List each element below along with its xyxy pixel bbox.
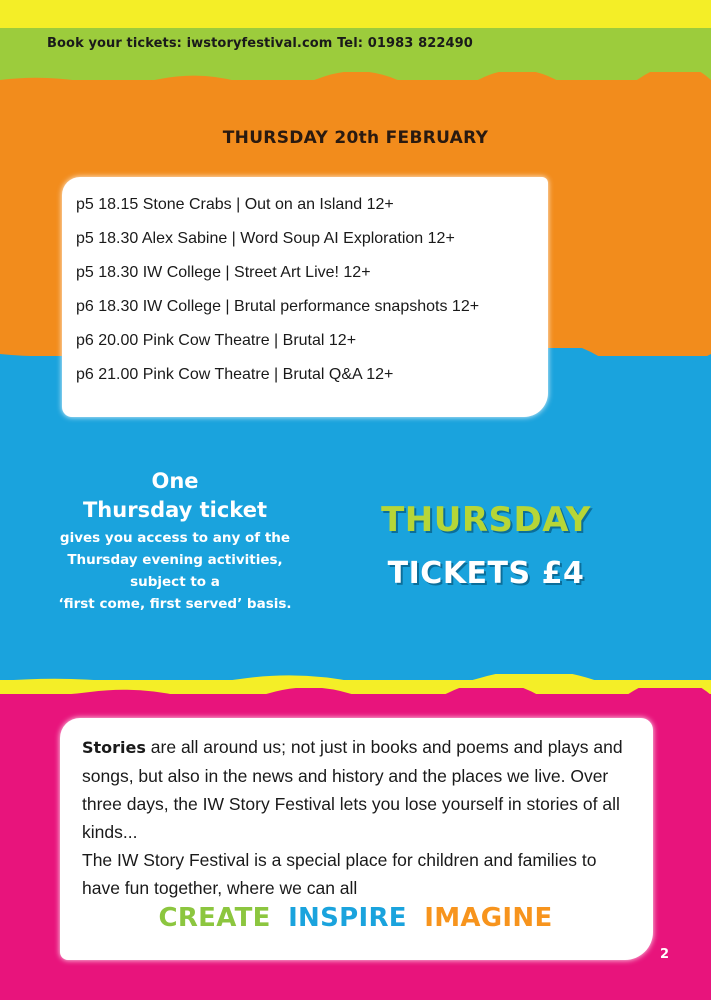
promo-line-one: One [151, 469, 199, 493]
schedule-item: p6 21.00 Pink Cow Theatre | Brutal Q&A 12+ [76, 366, 394, 383]
intro-paragraph-2: The IW Story Festival is a special place for children and families to have fun together, where we can all [82, 850, 597, 898]
schedule-item: p5 18.30 Alex Sabine | Word Soup AI Exploration 12+ [76, 230, 455, 247]
intro-paragraph-1-text: are all around us; not just in books and poems and plays and songs, but also in the news and history and the places we live. Over three days, the IW Story Festival lets you lose yourself in stories of all kinds... [82, 737, 623, 842]
promo-desc-line: ‘first come, first served’ basis. [58, 596, 292, 612]
booking-info: Book your tickets: iwstoryfestival.com Tel: 01983 822490 [47, 36, 473, 51]
schedule-item: p5 18.15 Stone Crabs | Out on an Island 12+ [76, 196, 394, 213]
schedule-item: p5 18.30 IW College | Street Art Live! 12+ [76, 264, 371, 281]
promo-desc-line: subject to a [130, 574, 220, 590]
promo-line-ticket: Thursday ticket [82, 498, 267, 522]
green-orange-edge [0, 72, 711, 88]
festival-motto [0, 903, 711, 933]
promo-description [30, 527, 320, 615]
promo-desc-line: gives you access to any of the [59, 530, 291, 546]
motto-imagine: IMAGINE [424, 903, 553, 933]
schedule-list [76, 193, 546, 397]
motto-inspire: INSPIRE [288, 903, 407, 933]
schedule-item: p6 18.30 IW College | Brutal performance snapshots 12+ [76, 298, 480, 315]
schedule-item: p6 20.00 Pink Cow Theatre | Brutal 12+ [76, 332, 357, 349]
motto-create: CREATE [158, 903, 271, 933]
thursday-heading: THURSDAY [381, 500, 591, 540]
tickets-price: TICKETS £4 [387, 556, 585, 591]
ticket-promo [30, 467, 320, 615]
intro-lead-word: Stories [82, 738, 146, 757]
intro-text [82, 733, 638, 902]
blue-yellow-edge [0, 674, 711, 688]
yellow-top-band [0, 0, 711, 30]
page-number: 2 [660, 947, 670, 962]
day-title: THURSDAY 20th FEBRUARY [222, 128, 489, 148]
promo-desc-line: Thursday evening activities, [67, 552, 283, 568]
intro-paragraph-1 [82, 733, 638, 846]
yellow-pink-edge [0, 688, 711, 702]
